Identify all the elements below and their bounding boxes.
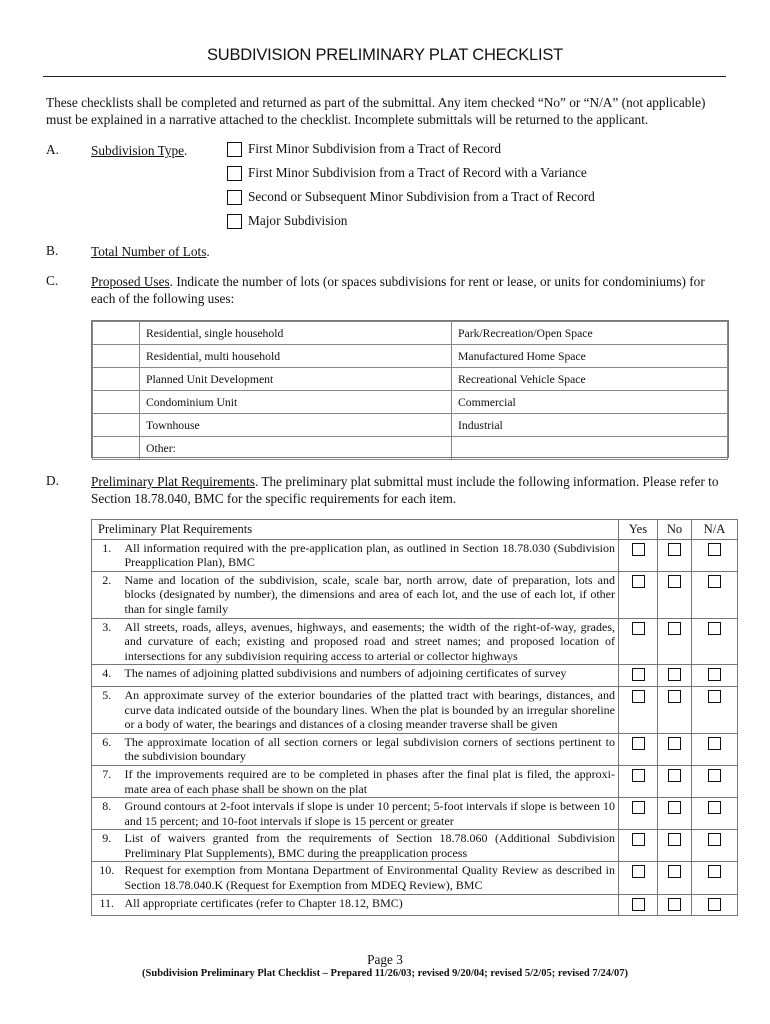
- item-number: 11.: [92, 894, 122, 916]
- item-description: All streets, roads, alleys, avenues, highways, and easements; the width of the right-of-way, grades, and curvature of each; existing and proposed road and street names; and proposed location of intersections for any subdivision requiring access to arterial or collector highways: [122, 618, 619, 665]
- no-cell: [658, 894, 692, 916]
- use-label: Industrial: [452, 414, 728, 437]
- uses-row: [93, 391, 728, 414]
- item-description: Name and location of the subdivision, scale, scale bar, north arrow, date of preparation, lots and blocks (designated by number), the dimensions and area of each lot, and the use of each lot, if other than for single family: [122, 571, 619, 618]
- item-description: The names of adjoining platted subdivisions and numbers of adjoining certificates of survey: [122, 665, 619, 687]
- table-row: [92, 665, 738, 687]
- table-row: [92, 862, 738, 894]
- no-cell: [658, 618, 692, 665]
- yes-cell: [619, 894, 658, 916]
- table-row: [92, 830, 738, 862]
- subdivision-type-option[interactable]: [227, 140, 501, 158]
- na-checkbox[interactable]: [708, 668, 721, 681]
- no-checkbox[interactable]: [668, 737, 681, 750]
- na-cell: [692, 894, 738, 916]
- na-cell: [692, 571, 738, 618]
- subdivision-type-option[interactable]: [227, 188, 595, 206]
- use-label: Planned Unit Development: [140, 368, 452, 391]
- no-cell: [658, 862, 692, 894]
- yes-cell: [619, 862, 658, 894]
- table-row: [92, 798, 738, 830]
- item-description: The approximate location of all section corners or legal subdivision corners of sections pertinent to the subdivision boundary: [122, 733, 619, 765]
- no-column-header: No: [658, 520, 692, 540]
- yes-checkbox[interactable]: [632, 622, 645, 635]
- no-checkbox[interactable]: [668, 865, 681, 878]
- na-column-header: N/A: [692, 520, 738, 540]
- section-b-period: .: [206, 244, 210, 259]
- item-number: 9.: [92, 830, 122, 862]
- yes-cell: [619, 618, 658, 665]
- title-rule: [43, 76, 726, 77]
- na-checkbox[interactable]: [708, 622, 721, 635]
- requirements-table: [91, 519, 738, 916]
- section-d-paragraph: [91, 473, 731, 507]
- no-cell: [658, 665, 692, 687]
- no-cell: [658, 830, 692, 862]
- uses-row: [93, 345, 728, 368]
- na-cell: [692, 798, 738, 830]
- subdivision-type-label: Second or Subsequent Minor Subdivision from a Tract of Record: [248, 189, 595, 204]
- subdivision-type-label: First Minor Subdivision from a Tract of Record: [248, 141, 502, 156]
- item-number: 2.: [92, 571, 122, 618]
- yes-cell: [619, 665, 658, 687]
- item-description: An approximate survey of the exterior boundaries of the platted tract with bearings, distances, and curve data indicated outside of the boundary lines. When the plat is bounded by an irregular shoreline or a body of water, the bearings and distances of a closing meander traverse shall be given: [122, 686, 619, 733]
- intro-paragraph: These checklists shall be completed and returned as part of the submittal. Any item checked “No” or “N/A” (not applicable) must be explained in a narrative attached to the checklist. Incomplete submittals will be returned to the applicant.: [46, 95, 706, 127]
- yes-checkbox[interactable]: [632, 543, 645, 556]
- yes-checkbox[interactable]: [632, 769, 645, 782]
- uses-row: [93, 368, 728, 391]
- section-a-heading: [91, 142, 187, 159]
- revision-note: (Subdivision Preliminary Plat Checklist – Prepared 11/26/03; revised 9/20/04; revised 5/2/05; revised 7/24/07): [142, 968, 628, 979]
- subdivision-type-option[interactable]: [227, 212, 347, 230]
- yes-checkbox[interactable]: [632, 801, 645, 814]
- table-row: [92, 765, 738, 797]
- subdivision-type-label: Major Subdivision: [248, 213, 348, 228]
- section-a-period: .: [184, 143, 188, 158]
- table-row: [92, 686, 738, 733]
- use-label: Commercial: [452, 391, 728, 414]
- subdivision-type-checkbox[interactable]: [227, 190, 242, 205]
- no-cell: [658, 765, 692, 797]
- subdivision-type-label: First Minor Subdivision from a Tract of Record with a Variance: [248, 165, 587, 180]
- lot-count-field[interactable]: [93, 437, 140, 460]
- subdivision-type-option[interactable]: [227, 164, 587, 182]
- item-description: All appropriate certificates (refer to Chapter 18.12, BMC): [122, 894, 619, 916]
- yes-cell: [619, 798, 658, 830]
- section-b-heading-text: Total Number of Lots: [91, 244, 207, 259]
- no-checkbox[interactable]: [668, 668, 681, 681]
- yes-cell: [619, 830, 658, 862]
- page-title: SUBDIVISION PRELIMINARY PLAT CHECKLIST: [206, 46, 564, 64]
- yes-checkbox[interactable]: [632, 833, 645, 846]
- na-cell: [692, 539, 738, 571]
- item-number: 10.: [92, 862, 122, 894]
- subdivision-type-checkbox[interactable]: [227, 142, 242, 157]
- na-checkbox[interactable]: [708, 769, 721, 782]
- yes-checkbox[interactable]: [632, 575, 645, 588]
- na-checkbox[interactable]: [708, 737, 721, 750]
- yes-checkbox[interactable]: [632, 737, 645, 750]
- use-label: Park/Recreation/Open Space: [452, 322, 728, 345]
- table-row: [92, 539, 738, 571]
- item-number: 5.: [92, 686, 122, 733]
- proposed-uses-grid: [92, 321, 728, 460]
- use-label: Other:: [140, 437, 452, 460]
- yes-cell: [619, 765, 658, 797]
- item-number: 4.: [92, 665, 122, 687]
- na-checkbox[interactable]: [708, 575, 721, 588]
- item-description: List of waivers granted from the requirements of Section 18.78.060 (Additional Subdivision Preliminary Plat Supplements), BMC during the preapplication process: [122, 830, 619, 862]
- use-label: Residential, single household: [140, 322, 452, 345]
- item-description: All information required with the pre-application plan, as outlined in Section 18.78.030 (Subdivision Preapplication Plan), BMC: [122, 539, 619, 571]
- yes-cell: [619, 571, 658, 618]
- uses-row: [93, 437, 728, 460]
- table-row: [92, 571, 738, 618]
- na-cell: [692, 733, 738, 765]
- no-cell: [658, 686, 692, 733]
- yes-cell: [619, 539, 658, 571]
- item-number: 7.: [92, 765, 122, 797]
- requirements-header-title: Preliminary Plat Requirements: [92, 520, 619, 540]
- page-number: Page 3: [367, 952, 403, 967]
- na-cell: [692, 862, 738, 894]
- use-label: Condominium Unit: [140, 391, 452, 414]
- table-row: [92, 618, 738, 665]
- na-cell: [692, 618, 738, 665]
- subdivision-type-checkbox[interactable]: [227, 214, 242, 229]
- item-number: 8.: [92, 798, 122, 830]
- item-number: 1.: [92, 539, 122, 571]
- table-row: [92, 733, 738, 765]
- yes-cell: [619, 686, 658, 733]
- na-cell: [692, 665, 738, 687]
- na-checkbox[interactable]: [708, 898, 721, 911]
- no-checkbox[interactable]: [668, 543, 681, 556]
- no-cell: [658, 539, 692, 571]
- yes-checkbox[interactable]: [632, 690, 645, 703]
- no-checkbox[interactable]: [668, 769, 681, 782]
- lot-count-field[interactable]: [93, 391, 140, 414]
- item-description: Request for exemption from Montana Department of Environmental Quality Review as described in Section 18.78.040.K (Request for Exemption from MDEQ Review), BMC: [122, 862, 619, 894]
- yes-column-header: Yes: [619, 520, 658, 540]
- lot-count-field[interactable]: [93, 368, 140, 391]
- yes-checkbox[interactable]: [632, 865, 645, 878]
- item-number: 3.: [92, 618, 122, 665]
- lot-count-field[interactable]: [93, 345, 140, 368]
- requirements-table-wrap: [91, 519, 737, 916]
- no-cell: [658, 733, 692, 765]
- na-cell: [692, 830, 738, 862]
- table-row: [92, 894, 738, 916]
- section-d-text: . The preliminary plat submittal must include the following information. Please refer to Section 18.78.040, BMC for the specific requirements for each item.: [91, 474, 719, 506]
- na-checkbox[interactable]: [708, 690, 721, 703]
- section-b-heading: [91, 243, 210, 260]
- section-d-letter: D.: [46, 473, 59, 488]
- no-checkbox[interactable]: [668, 575, 681, 588]
- item-number: 6.: [92, 733, 122, 765]
- section-c-letter: C.: [46, 273, 59, 288]
- use-label: Recreational Vehicle Space: [452, 368, 728, 391]
- na-checkbox[interactable]: [708, 833, 721, 846]
- no-checkbox[interactable]: [668, 690, 681, 703]
- no-checkbox[interactable]: [668, 801, 681, 814]
- section-c-heading-text: Proposed Uses: [91, 274, 170, 289]
- section-c-text: . Indicate the number of lots (or spaces subdivisions for rent or lease, or units for condominiums) for each of the following uses:: [91, 274, 705, 306]
- item-description: If the improvements required are to be completed in phases after the final plat is filed, the approxi-mate area of each phase shall be shown on the plat: [122, 765, 619, 797]
- yes-checkbox[interactable]: [632, 898, 645, 911]
- lot-count-field[interactable]: [93, 322, 140, 345]
- section-c-paragraph: [91, 273, 731, 307]
- no-checkbox[interactable]: [668, 622, 681, 635]
- lot-count-field[interactable]: [93, 414, 140, 437]
- section-a-heading-text: Subdivision Type: [91, 143, 185, 158]
- requirements-header-row: [92, 520, 738, 540]
- yes-checkbox[interactable]: [632, 668, 645, 681]
- section-a-letter: A.: [46, 142, 59, 157]
- use-label: [452, 437, 728, 460]
- yes-cell: [619, 733, 658, 765]
- na-checkbox[interactable]: [708, 543, 721, 556]
- uses-row: [93, 322, 728, 345]
- subdivision-type-checkbox[interactable]: [227, 166, 242, 181]
- item-description: Ground contours at 2-foot intervals if slope is under 10 percent; 5-foot intervals if slope is between 10 and 15 percent; and 10-foot intervals if slope is 15 percent or greater: [122, 798, 619, 830]
- use-label: Residential, multi household: [140, 345, 452, 368]
- no-checkbox[interactable]: [668, 833, 681, 846]
- na-checkbox[interactable]: [708, 801, 721, 814]
- section-b-letter: B.: [46, 243, 59, 258]
- section-d-heading-text: Preliminary Plat Requirements: [91, 474, 255, 489]
- use-label: Townhouse: [140, 414, 452, 437]
- uses-row: [93, 414, 728, 437]
- no-checkbox[interactable]: [668, 898, 681, 911]
- na-cell: [692, 686, 738, 733]
- no-cell: [658, 798, 692, 830]
- proposed-uses-table: [91, 320, 729, 458]
- use-label: Manufactured Home Space: [452, 345, 728, 368]
- na-cell: [692, 765, 738, 797]
- na-checkbox[interactable]: [708, 865, 721, 878]
- no-cell: [658, 571, 692, 618]
